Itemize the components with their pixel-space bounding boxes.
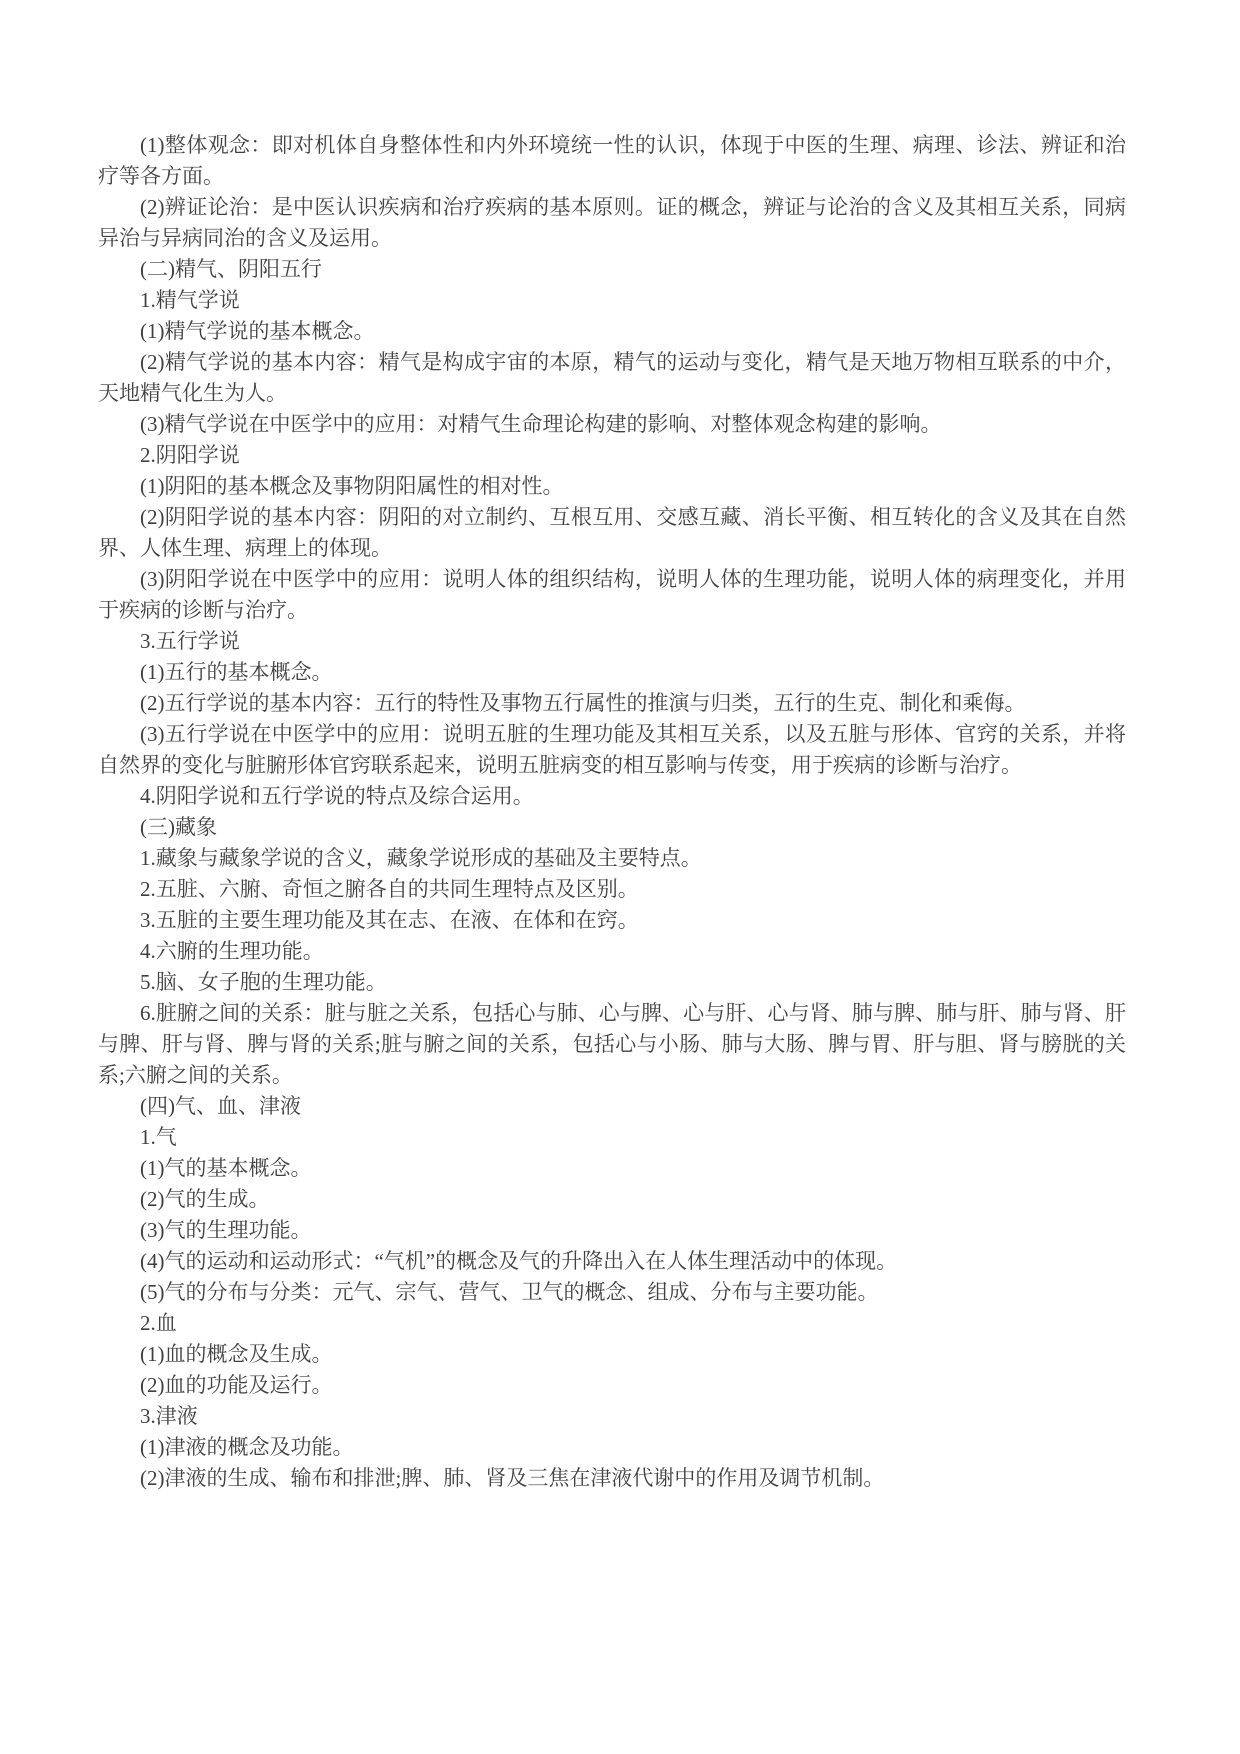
subtopic-item: (2)津液的生成、输布和排泄;脾、肺、肾及三焦在津液代谢中的作用及调节机制。 [140,1466,885,1490]
topic-item: 5.脑、女子胞的生理功能。 [140,970,387,994]
subtopic-item: (2)气的生成。 [140,1187,270,1211]
topic-item: 3.津液 [140,1404,198,1428]
topic-item: 3.五行学说 [140,629,240,653]
topic-item: 4.阴阳学说和五行学说的特点及综合运用。 [140,784,534,808]
subtopic-item: (1)津液的概念及功能。 [140,1435,354,1459]
section-heading: (四)气、血、津液 [140,1094,301,1118]
subtopic-item: (2)血的功能及运行。 [140,1373,333,1397]
topic-item: 1.藏象与藏象学说的含义，藏象学说形成的基础及主要特点。 [140,846,702,870]
subtopic-item: (1)五行的基本概念。 [140,660,333,684]
topic-item: 2.血 [140,1311,177,1335]
topic-item: 2.五脏、六腑、奇恒之腑各自的共同生理特点及区别。 [140,877,639,901]
section-heading: (二)精气、阴阳五行 [140,257,322,281]
topic-item: 1.精气学说 [140,288,240,312]
subtopic-item: (3)五行学说在中医学中的应用：说明五脏的生理功能及其相互关系，以及五脏与形体、官窍的关系，并将自然界的变化与脏腑形体官窍联系起来，说明五脏病变的相互影响与传变，用于疾病的诊断与治疗。 [98,722,1126,777]
subtopic-item: (1)气的基本概念。 [140,1156,312,1180]
subtopic-item: (1)阴阳的基本概念及事物阴阳属性的相对性。 [140,474,564,498]
subtopic-item: (2)阴阳学说的基本内容：阴阳的对立制约、互根互用、交感互藏、消长平衡、相互转化的含义及其在自然界、人体生理、病理上的体现。 [98,505,1126,560]
subtopic-item: (2)辨证论治：是中医认识疾病和治疗疾病的基本原则。证的概念，辨证与论治的含义及其相互关系，同病异治与异病同治的含义及运用。 [98,195,1126,250]
subtopic-item: (5)气的分布与分类：元气、宗气、营气、卫气的概念、组成、分布与主要功能。 [140,1280,879,1304]
topic-item: 3.五脏的主要生理功能及其在志、在液、在体和在窍。 [140,908,639,932]
topic-item: 2.阴阳学说 [140,443,240,467]
subtopic-item: (1)血的概念及生成。 [140,1342,333,1366]
subtopic-item: (1)精气学说的基本概念。 [140,319,375,343]
subtopic-item: (2)五行学说的基本内容：五行的特性及事物五行属性的推演与归类，五行的生克、制化和乘侮。 [140,691,1026,715]
subtopic-item: (3)精气学说在中医学中的应用：对精气生命理论构建的影响、对整体观念构建的影响。 [140,412,942,436]
subtopic-item: (2)精气学说的基本内容：精气是构成宇宙的本原，精气的运动与变化，精气是天地万物相互联系的中介，天地精气化生为人。 [98,350,1126,405]
subtopic-item: (3)阴阳学说在中医学中的应用：说明人体的组织结构，说明人体的生理功能，说明人体的病理变化，并用于疾病的诊断与治疗。 [98,567,1126,622]
topic-item: 6.脏腑之间的关系：脏与脏之关系，包括心与肺、心与脾、心与肝、心与肾、肺与脾、肺与肝、肺与肾、肝与脾、肝与肾、脾与肾的关系;脏与腑之间的关系，包括心与小肠、肺与大肠、脾与胃、肝与胆、肾与膀胱的关系;六腑之间的关系。 [98,1001,1126,1087]
document-body [98,130,1126,1494]
subtopic-item: (3)气的生理功能。 [140,1218,312,1242]
subtopic-item: (1)整体观念：即对机体自身整体性和内外环境统一性的认识，体现于中医的生理、病理、诊法、辨证和治疗等各方面。 [98,133,1126,188]
topic-item: 1.气 [140,1125,177,1149]
subtopic-item: (4)气的运动和运动形式：“气机”的概念及气的升降出入在人体生理活动中的体现。 [140,1249,898,1273]
topic-item: 4.六腑的生理功能。 [140,939,324,963]
section-heading: (三)藏象 [140,815,217,839]
